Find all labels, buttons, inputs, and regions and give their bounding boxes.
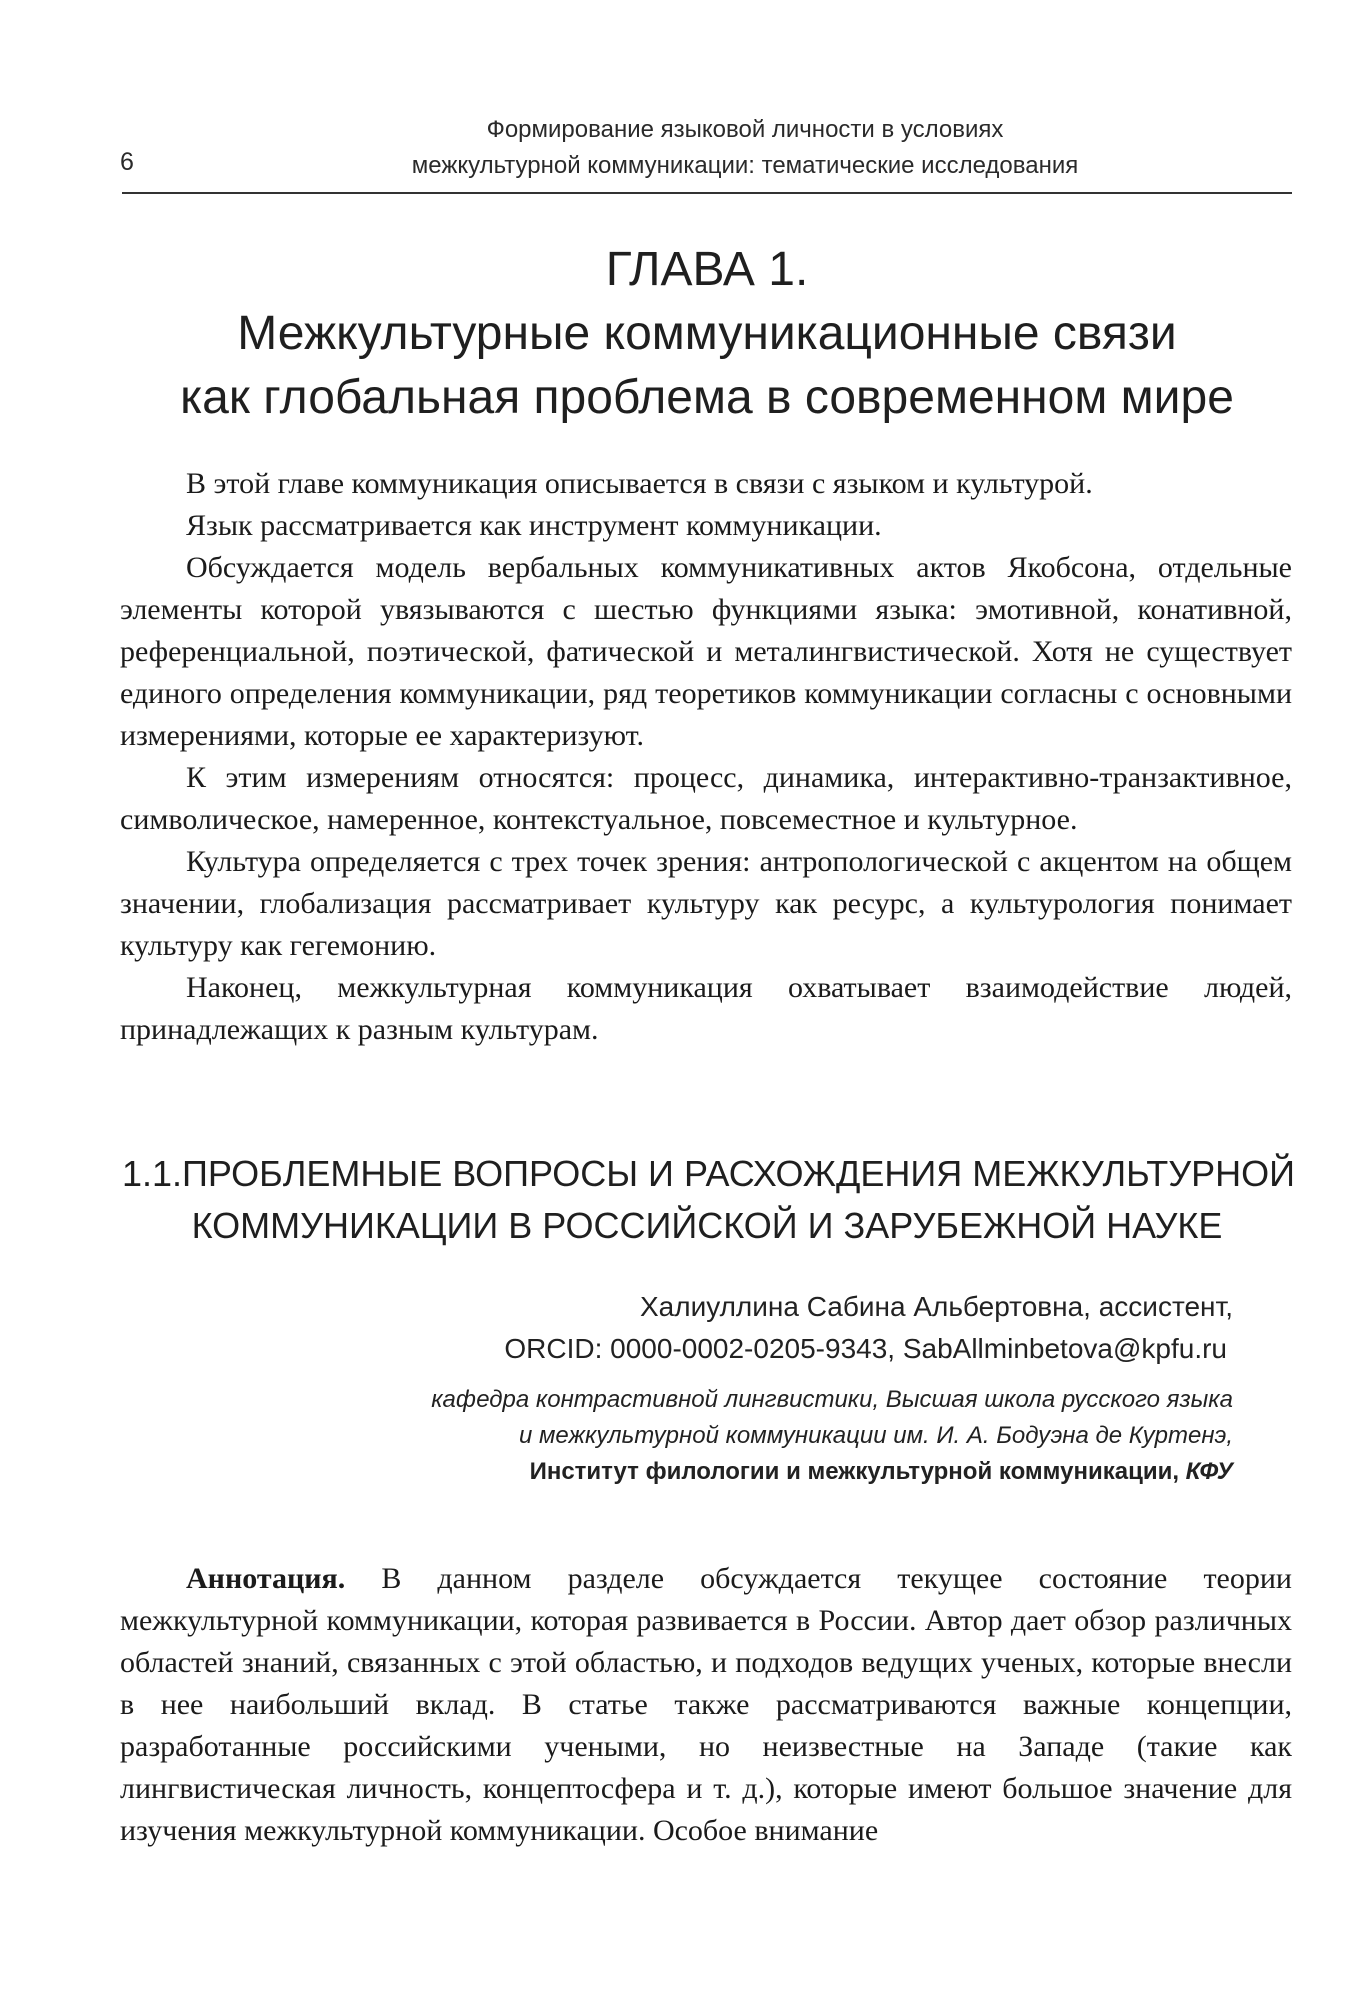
affiliation-institute	[133, 1454, 1233, 1490]
author-block	[233, 1286, 1233, 1370]
chapter-intro	[120, 463, 1292, 1051]
intro-paragraph: Наконец, межкультурная коммуникация охватывает взаимодействие людей, принадлежащих к разным культурам.	[120, 971, 1292, 1046]
affiliation-block	[133, 1382, 1233, 1490]
section-heading	[122, 1148, 1295, 1252]
author-name: Халиуллина Сабина Альбертовна, ассистент,	[639, 1291, 1233, 1322]
university-name: КФУ	[1185, 1458, 1233, 1485]
running-title-line: Формирование языковой личности в условиях	[486, 116, 1004, 143]
header-divider	[122, 192, 1292, 194]
chapter-title-line: как глобальная проблема в современном мире	[180, 371, 1234, 424]
affiliation-department: и межкультурной коммуникации им. И. А. Бодуэна де Куртенэ,	[518, 1422, 1233, 1449]
running-title-line: межкультурной коммуникации: тематические исследования	[411, 152, 1079, 179]
section-title-line: 1.1.ПРОБЛЕМНЫЕ ВОПРОСЫ И РАСХОЖДЕНИЯ МЕЖКУЛЬТУРНОЙ	[122, 1153, 1295, 1194]
affiliation-department: кафедра контрастивной лингвистики, Высшая школа русского языка	[431, 1386, 1233, 1413]
chapter-heading	[122, 238, 1292, 430]
chapter-title-line: Межкультурные коммуникационные связи	[237, 307, 1177, 360]
intro-paragraph: Обсуждается модель вербальных коммуникативных актов Якобсона, отдельные элементы которой увязываются с шестью функциями языка: эмотивной, конативной, референциальной, поэтической, фатической и металингвистической. Хотя не существует единого определения коммуникации, ряд теоретиков коммуникации согласны с основными измерениями, которые ее характеризуют.	[120, 551, 1292, 752]
intro-paragraph: К этим измерениям относятся: процесс, динамика, интерактивно-транзактивное, символическое, намеренное, контекстуальное, повсеместное и культурное.	[120, 761, 1292, 836]
institute-name: Институт филологии и межкультурной коммуникации,	[529, 1458, 1179, 1485]
intro-paragraph: В этой главе коммуникация описывается в связи с языком и культурой.	[186, 467, 1093, 500]
page-number: 6	[120, 148, 134, 176]
section-title-line: КОММУНИКАЦИИ В РОССИЙСКОЙ И ЗАРУБЕЖНОЙ НАУКЕ	[191, 1205, 1223, 1246]
abstract-label: Аннотация.	[186, 1562, 346, 1595]
abstract-paragraph	[120, 1558, 1292, 1852]
intro-paragraph: Язык рассматривается как инструмент коммуникации.	[186, 509, 882, 542]
chapter-label: ГЛАВА 1.	[605, 243, 809, 296]
running-header-title	[230, 112, 1260, 184]
intro-paragraph: Культура определяется с трех точек зрения: антропологической с акцентом на общем значении, глобализация рассматривает культуру как ресурс, а культурология понимает культуру как гегемонию.	[120, 845, 1292, 962]
abstract	[120, 1558, 1292, 1852]
abstract-text: В данном разделе обсуждается текущее состояние теории межкультурной коммуникации, которая развивается в России. Автор дает обзор различных областей знаний, связанных с этой областью, и подходов ведущих ученых, которые внесли в нее наибольший вклад. В статье также рассматриваются важные концепции, разработанные российскими учеными, но неизвестные на Западе (такие как лингвистическая личность, концептосфера и т. д.), которые имеют большое значение для изучения межкультурной коммуникации. Особое внимание	[120, 1562, 1292, 1847]
author-orcid-email: ORCID: 0000-0002-0205-9343, SabAllminbetova@kpfu.ru	[504, 1333, 1227, 1364]
